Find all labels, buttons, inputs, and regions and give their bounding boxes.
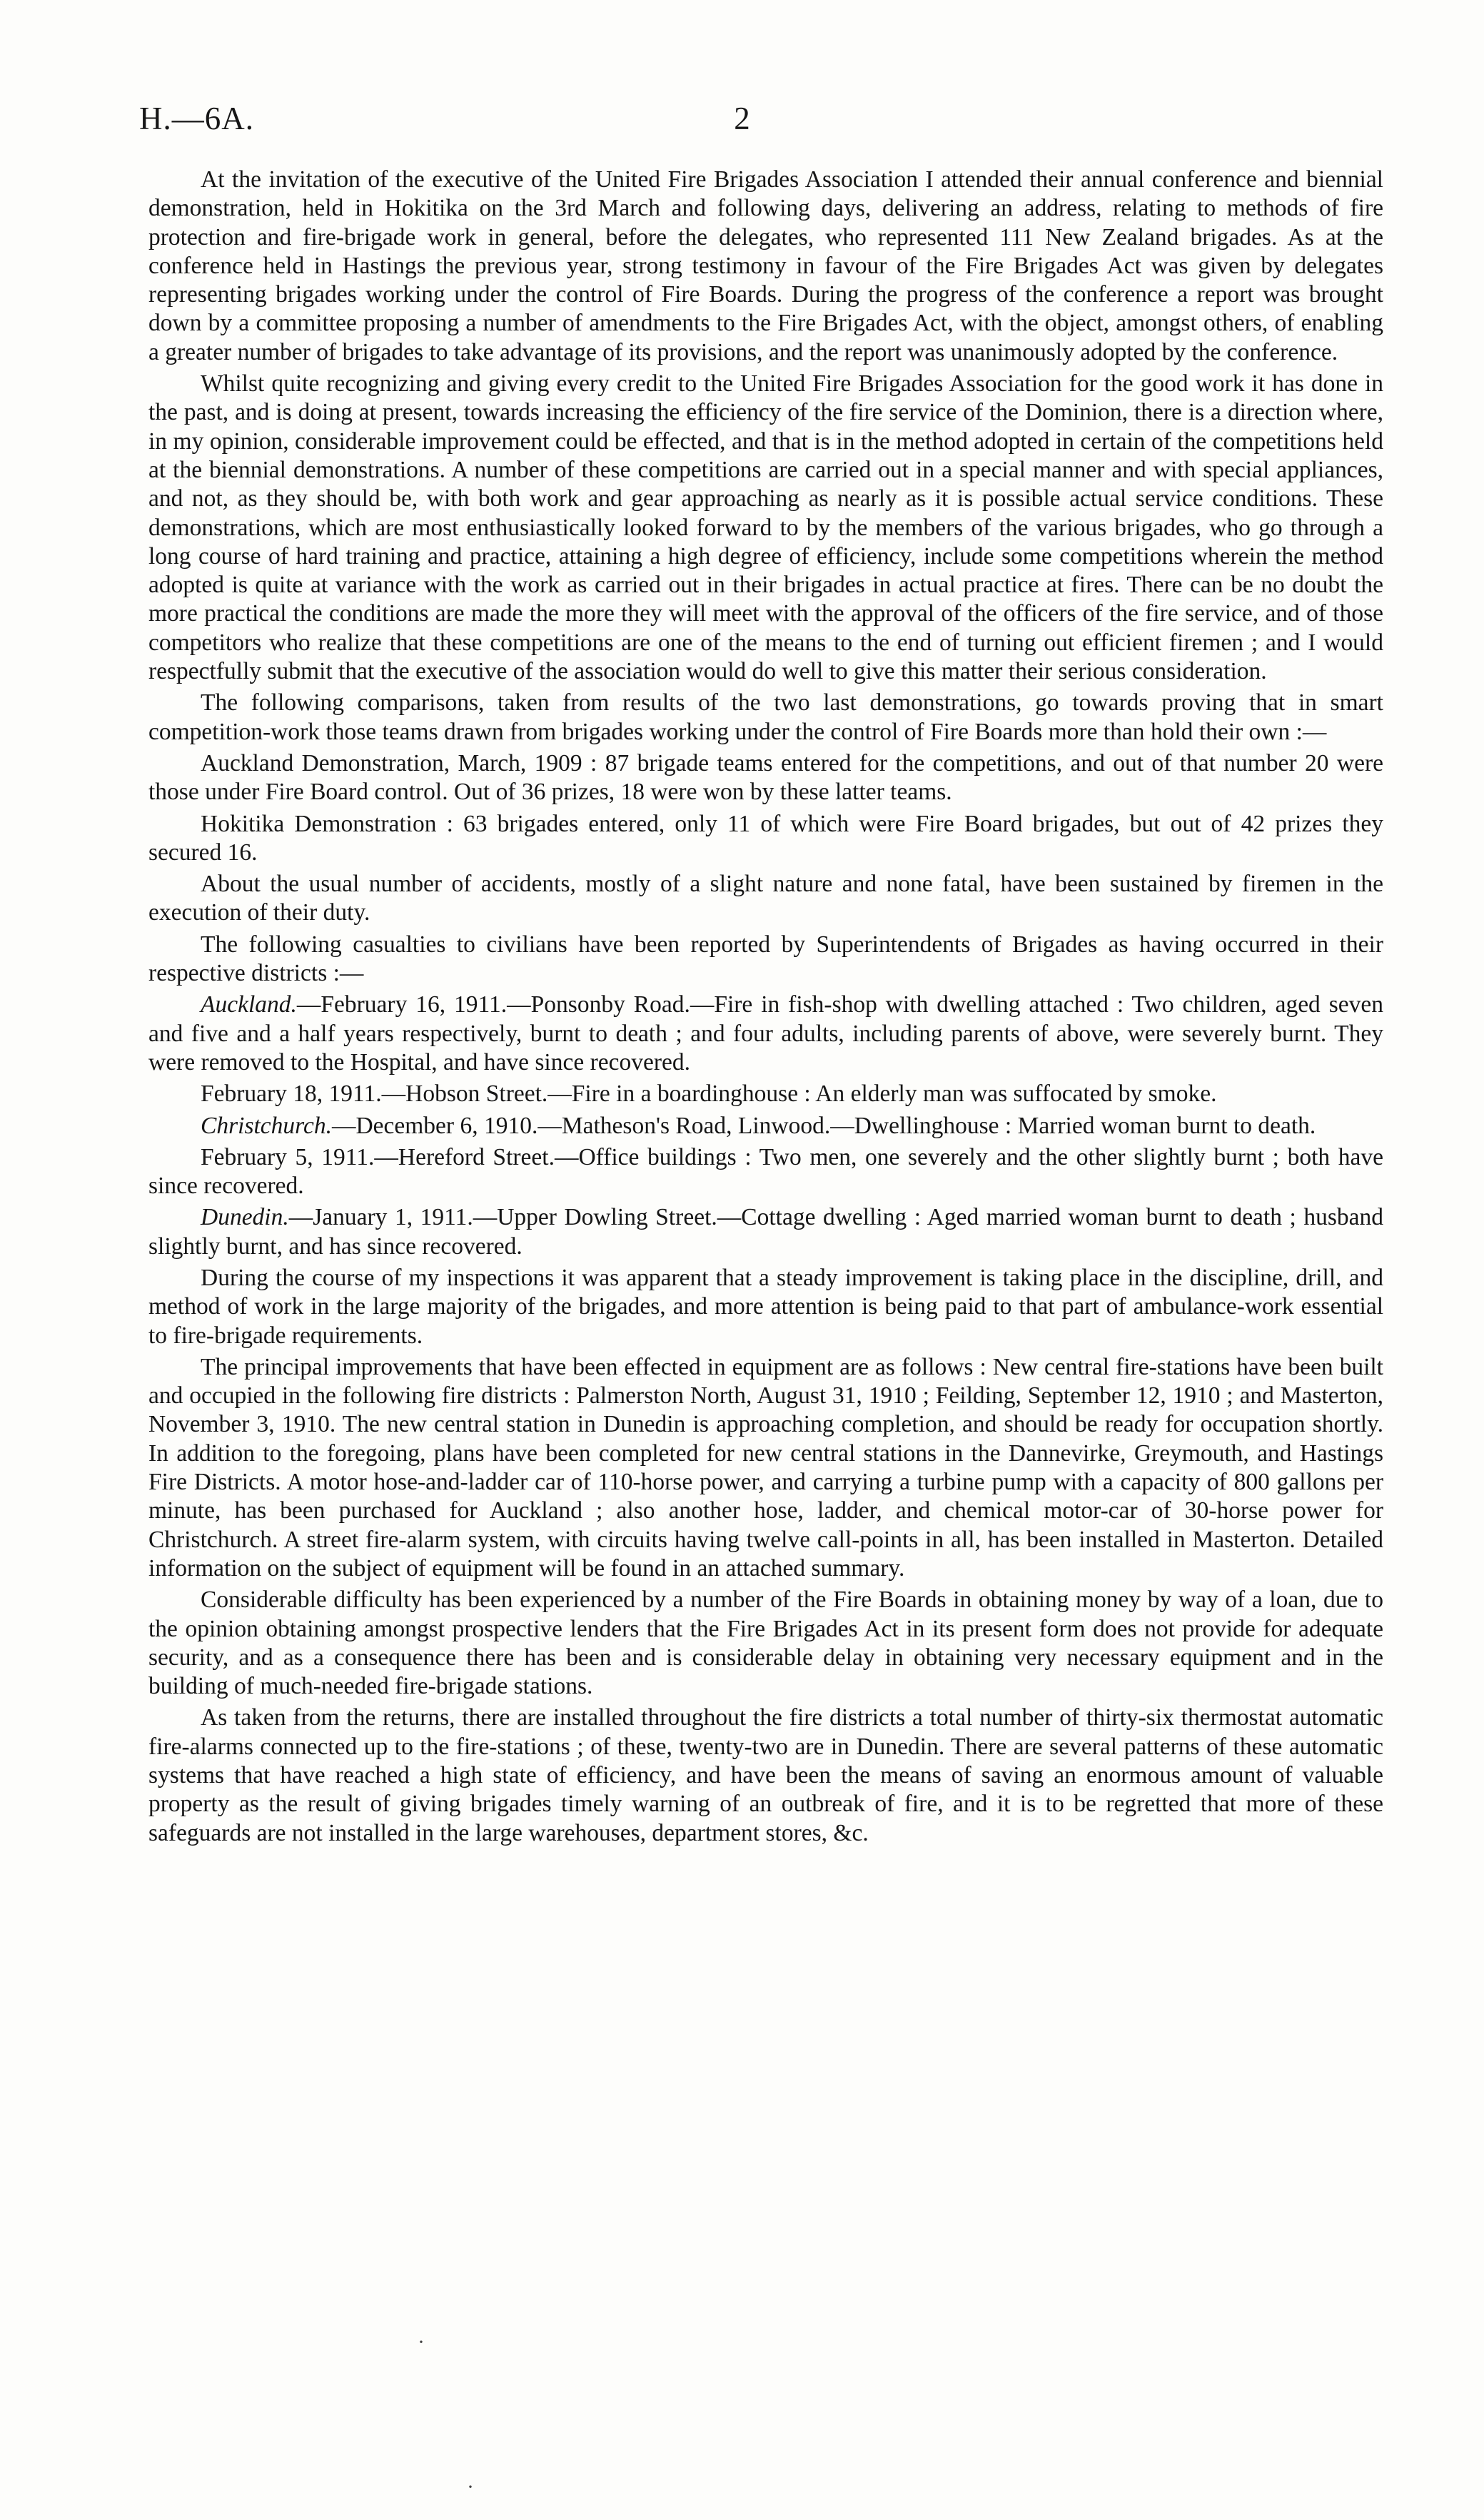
casualty-entry <box>148 1112 1383 1140</box>
paragraph: Whilst quite recognizing and giving every credit to the United Fire Brigades Association for the good work it has done in the past, and is doing at present, towards increasing the efficiency of the fire service of the Dominion, there is a direction where, in my opinion, considerable improvement could be effected, and that is in the method adopted in certain of the competitions held at the biennial demonstrations. A number of these competitions are carried out in a special manner and with special appliances, and not, as they should be, with both work and gear approaching as nearly as it is possible actual service conditions. These demonstrations, which are most enthusiastically looked forward to by the members of the various brigades, who go through a long course of hard training and practice, attaining a high degree of efficiency, include some competitions wherein the method adopted is quite at variance with the work as carried out in their brigades in actual practice at fires. There can be no doubt the more practical the conditions are made the more they will meet with the approval of the officers of the fire service, and of those competitors who realize that these competitions are one of the means to the end of turning out efficient firemen ; and I would respectfully submit that the executive of the association would do well to give this matter their serious consideration. <box>148 370 1383 685</box>
casualty-text: —January 1, 1911.—Upper Dowling Street.—Cottage dwelling : Aged married woman burnt to death ; husband slightly burnt, and has since recovered. <box>148 1204 1383 1260</box>
paragraph: Hokitika Demonstration : 63 brigades entered, only 11 of which were Fire Board brigades, but out of 42 prizes they secured 16. <box>148 810 1383 866</box>
paragraph: The following casualties to civilians have been reported by Superintendents of Brigades as having occurred in their respective districts :— <box>148 931 1383 987</box>
casualty-text: February 18, 1911.—Hobson Street.—Fire in a boardinghouse : An elderly man was suffocated by smoke. <box>201 1081 1217 1108</box>
casualty-entry <box>148 1080 1383 1108</box>
casualty-entry <box>148 1203 1383 1261</box>
paragraph: The principal improvements that have been effected in equipment are as follows : New central fire-stations have been built and occupied in the following fire districts : Palmerston North, August 31, 1910 ; Feilding, September 12, 1910 ; and Masterton, November 3, 1910. The new central station in Dunedin is approaching completion, and should be ready for occupation shortly. In addition to the foregoing, plans have been completed for new central stations in the Dannevirke, Greymouth, and Hastings Fire Districts. A motor hose-and-ladder car of 110-horse power, and carrying a turbine pump with a capacity of 800 gallons per minute, has been purchased for Auckland ; also another hose, ladder, and chemical motor-car of 30-horse power for Christchurch. A street fire-alarm system, with circuits having twelve call-points in all, has been installed in Masterton. Detailed information on the subject of equipment will be found in an attached summary. <box>148 1353 1383 1582</box>
casualty-entry <box>148 991 1383 1077</box>
paragraph: The following comparisons, taken from results of the two last demonstrations, go towards proving that in smart competition-work those teams drawn from brigades working under the control of Fire Boards more than hold their own :— <box>148 689 1383 745</box>
print-speck: · <box>467 2475 474 2499</box>
print-speck: · <box>418 2330 425 2354</box>
document-body <box>148 166 1383 1851</box>
casualty-text: —February 16, 1911.—Ponsonby Road.—Fire in fish-shop with dwelling attached : Two children, aged seven and five and a half years respectively, burnt to death ; and four adults, including parents of above, were severely burnt. They were removed to the Hospital, and have since recovered. <box>148 991 1383 1076</box>
casualty-entry <box>148 1143 1383 1201</box>
casualty-text: —December 6, 1910.—Matheson's Road, Linwood.—Dwellinghouse : Married woman burnt to death. <box>331 1112 1316 1139</box>
page-header <box>139 100 1345 143</box>
paragraph: Considerable difficulty has been experienced by a number of the Fire Boards in obtaining money by way of a loan, due to the opinion obtaining amongst prospective lenders that the Fire Brigades Act in its present form does not provide for adequate security, and as a consequence there has been and is considerable delay in obtaining very necessary equipment and in the building of much-needed fire-brigade stations. <box>148 1587 1383 1700</box>
city-name: Auckland. <box>201 991 297 1018</box>
paragraph: As taken from the returns, there are installed throughout the fire districts a total number of thirty-six thermostat automatic fire-alarms connected up to the fire-stations ; of these, twenty-two are in Dunedin. There are several patterns of these automatic systems that have reached a high state of efficiency, and have been the means of saving an enormous amount of valuable property as the result of giving brigades timely warning of an outbreak of fire, and it is to be regretted that more of these safeguards are not installed in the large warehouses, department stores, &c. <box>148 1704 1383 1846</box>
paragraph: About the usual number of accidents, mostly of a slight nature and none fatal, have been sustained by firemen in the execution of their duty. <box>148 871 1383 926</box>
paragraph: Auckland Demonstration, March, 1909 : 87 brigade teams entered for the competitions, and out of that number 20 were those under Fire Board control. Out of 36 prizes, 18 were won by these latter teams. <box>148 749 1383 806</box>
paragraph: At the invitation of the executive of the United Fire Brigades Association I attended their annual conference and biennial demonstration, held in Hokitika on the 3rd March and following days, delivering an address, relating to methods of fire protection and fire-brigade work in general, before the delegates, who represented 111 New Zealand brigades. As at the conference held in Hastings the previous year, strong testimony in favour of the Fire Brigades Act was given by delegates representing brigades working under the control of Fire Boards. During the progress of the conference a report was brought down by a committee proposing a number of amendments to the Fire Brigades Act, with the object, amongst others, of enabling a greater number of brigades to take advantage of its provisions, and the report was unanimously adopted by the conference. <box>148 166 1383 365</box>
document-reference: H.—6A. <box>139 101 254 136</box>
city-name: Dunedin. <box>201 1204 289 1231</box>
page-number: 2 <box>734 101 750 136</box>
casualty-text: February 5, 1911.—Hereford Street.—Office buildings : Two men, one severely and the other slightly burnt ; both have since recovered. <box>148 1143 1383 1200</box>
city-name: Christchurch. <box>201 1112 332 1139</box>
paragraph: During the course of my inspections it was apparent that a steady improvement is taking place in the discipline, drill, and method of work in the large majority of the brigades, and more attention is being paid to that part of ambulance-work essential to fire-brigade requirements. <box>148 1264 1383 1349</box>
